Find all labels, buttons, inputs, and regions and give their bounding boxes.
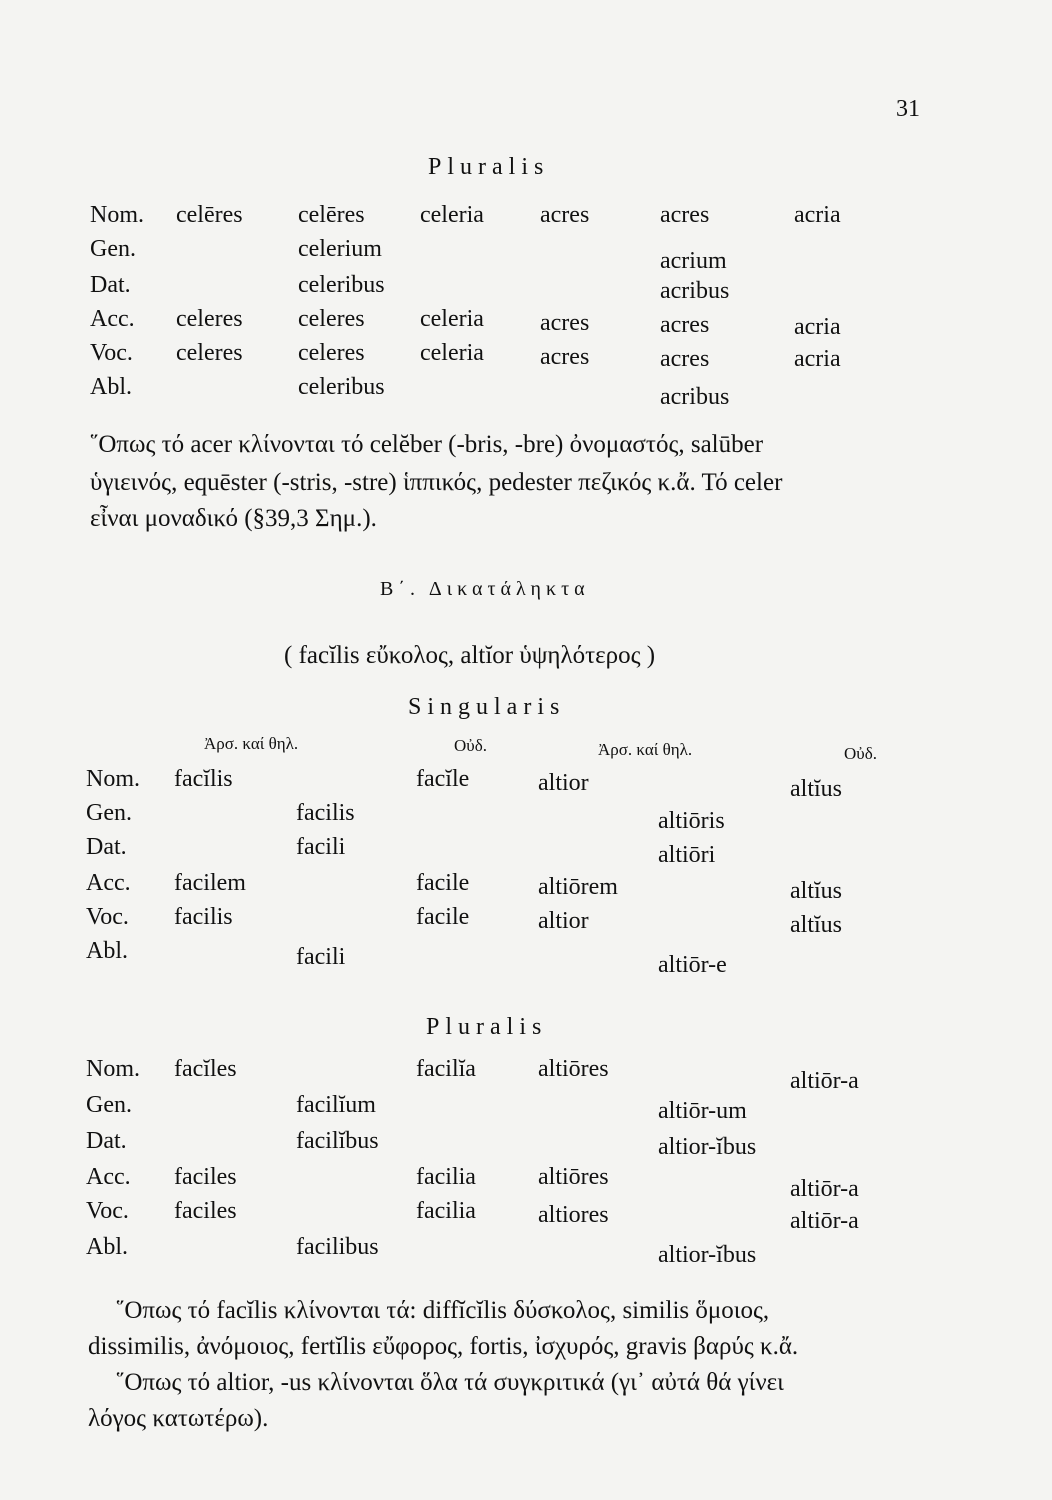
table-cell: facilis (296, 800, 355, 826)
case-label: Acc. (86, 1164, 131, 1190)
case-label: Dat. (86, 1128, 127, 1154)
table-cell: acria (794, 314, 841, 340)
table-cell: faciles (174, 1198, 237, 1224)
table-cell: celēres (176, 202, 243, 228)
case-label: Gen. (86, 800, 132, 826)
table-cell: acres (660, 312, 710, 338)
table-cell: facilem (174, 870, 246, 896)
paragraph-line: ὑγιεινός, equēster (-stris, -stre) ἱππικός, pedester πεζικός κ.ἄ. Τό celer (90, 469, 783, 496)
table-row (0, 762, 1052, 802)
table-cell: celeria (420, 306, 484, 332)
table-cell: acria (794, 202, 841, 228)
table-cell: acribus (660, 278, 730, 304)
case-label: Acc. (90, 306, 135, 332)
paragraph-line: λόγος κατωτέρω). (88, 1405, 269, 1432)
table-cell: altior (538, 908, 589, 934)
table-cell: facili (296, 834, 346, 860)
table-cell: altĭus (790, 912, 842, 938)
table-cell: facilis (174, 904, 233, 930)
column-header: Οὐδ. (454, 736, 487, 755)
table-cell: facĭles (174, 1056, 237, 1082)
table-cell: acria (794, 346, 841, 372)
paragraph-line: ῞Οπως τό acer κλίνονται τό celĕber (-bris, -bre) ὀνομαστός, salūber (90, 431, 764, 458)
case-label: Dat. (86, 834, 127, 860)
table-cell: celeribus (298, 374, 385, 400)
table-cell: celeria (420, 202, 484, 228)
case-label: Voc. (86, 904, 129, 930)
table-cell: altiōri (658, 842, 716, 868)
table-row (0, 934, 1052, 978)
table-cell: altiōres (538, 1164, 609, 1190)
case-label: Nom. (86, 766, 140, 792)
table-cell: acres (660, 346, 710, 372)
table-row (0, 1124, 1052, 1158)
table-row (0, 268, 1052, 302)
case-label: Abl. (86, 1234, 128, 1260)
table-row (0, 1194, 1052, 1234)
table-cell: altior-ĭbus (658, 1242, 757, 1268)
table-cell: celerium (298, 236, 382, 262)
case-label: Abl. (86, 938, 128, 964)
case-label: Dat. (90, 272, 131, 298)
case-label: Gen. (90, 236, 136, 262)
table-cell: altiōr-a (790, 1176, 859, 1202)
paragraph-line: ῞Οπως τό altior, -us κλίνονται ὅλα τά συγκριτικά (γι᾽ αὐτά θά γίνει (116, 1369, 784, 1396)
paragraph-line: dissimilis, ἀνόμοιος, fertĭlis εὔφορος, fortis, ἰσχυρός, gravis βαρύς κ.ἄ. (88, 1333, 799, 1360)
table-cell: acres (540, 310, 590, 336)
table-cell: altiōr-a (790, 1068, 859, 1094)
page-number: 31 (896, 96, 920, 122)
table-cell: altiōr-a (790, 1208, 859, 1234)
table-cell: altiores (538, 1202, 609, 1228)
table-cell: celēres (298, 202, 365, 228)
table-cell: facĭlis (174, 766, 233, 792)
table-cell: celeres (298, 340, 365, 366)
column-header: Ἀρσ. καί θηλ. (598, 740, 693, 759)
table-row (0, 370, 1052, 410)
case-label: Voc. (90, 340, 133, 366)
table-cell: facile (416, 870, 470, 896)
table-cell: celeria (420, 340, 484, 366)
table-cell: altiōr-e (658, 952, 727, 978)
case-label: Acc. (86, 870, 131, 896)
table-cell: facili (296, 944, 346, 970)
table-cell: facilia (416, 1164, 476, 1190)
table-cell: altĭus (790, 776, 842, 802)
section-subtitle: ( facĭlis εὔκολος, altĭor ὑψηλότερος ) (284, 642, 656, 669)
table-cell: facilĭbus (296, 1128, 379, 1154)
table-cell: facilia (416, 1198, 476, 1224)
table-cell: celeribus (298, 272, 385, 298)
table-cell: altior (538, 770, 589, 796)
table-cell: altiōris (658, 808, 725, 834)
table-cell: altior-ĭbus (658, 1134, 757, 1160)
table-cell: altiōr-um (658, 1098, 747, 1124)
table-row (0, 302, 1052, 340)
table-cell: acres (660, 202, 710, 228)
table-cell: acrium (660, 248, 727, 274)
table-cell: altĭus (790, 878, 842, 904)
table-row (0, 1052, 1052, 1094)
table-cell: facĭle (416, 766, 470, 792)
table-cell: facilĭa (416, 1056, 476, 1082)
table-cell: faciles (174, 1164, 237, 1190)
table-cell: celeres (176, 306, 243, 332)
table-row (0, 830, 1052, 868)
table-row (0, 336, 1052, 370)
table-row (0, 1160, 1052, 1202)
table-cell: facilibus (296, 1234, 379, 1260)
section-title-dikatalikta: Β΄. Δικατάληκτα (380, 578, 590, 600)
table-cell: altiōres (538, 1056, 609, 1082)
table-row (0, 900, 1052, 938)
table-cell: acres (540, 202, 590, 228)
table-row (0, 198, 1052, 232)
table-cell: celeres (298, 306, 365, 332)
table-cell: celeres (176, 340, 243, 366)
paragraph-line: εἶναι μοναδικό (§39,3 Σημ.). (90, 505, 377, 532)
column-header: Ἀρσ. καί θηλ. (204, 734, 299, 753)
case-label: Abl. (90, 374, 132, 400)
paragraph-line: ῞Οπως τό facĭlis κλίνονται τά: diffĭcĭlis δύσκολος, similis ὅμοιος, (116, 1297, 770, 1324)
table-row (0, 796, 1052, 834)
table-row (0, 866, 1052, 904)
table-cell: acres (540, 344, 590, 370)
table-cell: facilĭum (296, 1092, 376, 1118)
section-heading-pluralis: Pluralis (428, 154, 550, 180)
table-row (0, 232, 1052, 274)
table-cell: altiōrem (538, 874, 618, 900)
table-cell: facile (416, 904, 470, 930)
column-header: Οὐδ. (844, 744, 877, 763)
case-label: Nom. (86, 1056, 140, 1082)
singularis-heading: Singularis (408, 694, 566, 720)
table-row (0, 1230, 1052, 1268)
case-label: Gen. (86, 1092, 132, 1118)
table-cell: acribus (660, 384, 730, 410)
pluralis-heading: Pluralis (426, 1014, 548, 1040)
table-row (0, 1088, 1052, 1122)
case-label: Nom. (90, 202, 144, 228)
case-label: Voc. (86, 1198, 129, 1224)
